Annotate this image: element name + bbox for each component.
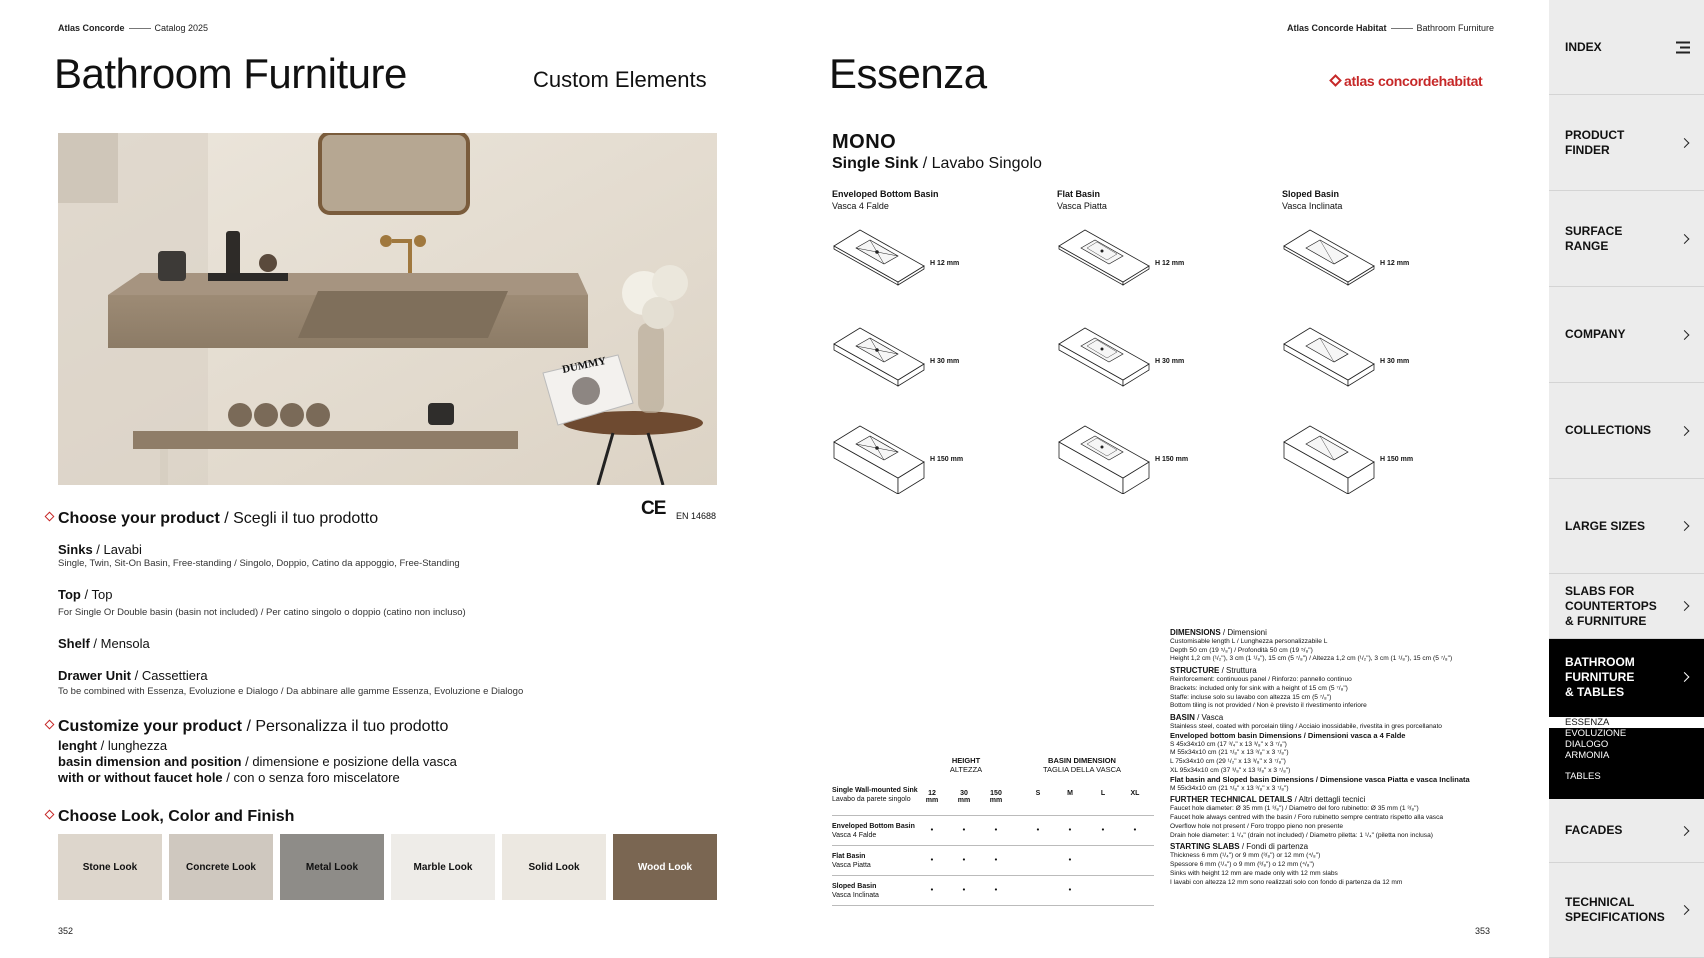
magazine-text: DUMMY <box>561 354 608 376</box>
product-name: MONO <box>832 131 897 153</box>
column-header: 150 mm <box>989 790 1003 804</box>
tech-spec-heading: STARTING SLABS / Fondi di partenza <box>1170 842 1309 852</box>
tech-spec-line: Enveloped bottom basin Dimensions / Dimensioni vasca a 4 Falde <box>1170 730 1406 740</box>
basin-column-enveloped: Enveloped Bottom Basin Vasca 4 Falde <box>832 189 939 211</box>
sidebar-item-large-sizes[interactable] <box>1549 479 1704 574</box>
drain-hole <box>1101 348 1104 351</box>
table-cell-dot: • <box>994 855 998 864</box>
diamond-bullet-icon <box>45 720 55 730</box>
sidebar-item-label: SLABS FOR COUNTERTOPS & FURNITURE <box>1565 583 1657 628</box>
table-cell-dot: • <box>1133 825 1137 834</box>
sidebar-item-bathroom-furniture-tables[interactable] <box>1549 639 1704 715</box>
chevron-right-icon <box>1680 138 1690 148</box>
table-cell-dot: • <box>1068 885 1072 894</box>
swatch-wood-look[interactable]: Wood Look <box>613 834 717 900</box>
tech-spec-line: Faucet hole diameter: Ø 35 mm (1 ³/₈") / Diametro del foro rubinetto: Ø 35 mm (1 ³/₈") <box>1170 805 1419 813</box>
tech-spec-line: M 55x34x10 cm (21 ⁵/₈" x 13 ³/₈" x 3 ⁷/₈") <box>1170 749 1289 757</box>
basin-column-sloped: Sloped Basin Vasca Inclinata <box>1282 189 1343 211</box>
left-page <box>0 0 774 958</box>
sink-drawing <box>1057 424 1247 494</box>
ce-mark: CE <box>641 498 666 519</box>
height-label: H 30 mm <box>1380 358 1410 365</box>
running-section: Catalog 2025 <box>154 23 209 33</box>
swatch-marble-look[interactable]: Marble Look <box>391 834 495 900</box>
tech-spec-line: Height 1,2 cm (¹/₂"), 3 cm (1 ¹/₈"), 15 cm (5 ⁷/₈") / Altezza 1,2 cm (¹/₂"), 3 cm (1 ¹/₈"), 15 cm (5 ⁷/₈") <box>1170 655 1453 663</box>
chevron-right-icon <box>1680 826 1690 836</box>
height-label: H 150 mm <box>930 456 964 463</box>
sidebar-item-slabs-for-countertops-furniture[interactable] <box>1549 574 1704 639</box>
swatch-stone-look[interactable]: Stone Look <box>58 834 162 900</box>
basin-column-flat: Flat Basin Vasca Piatta <box>1057 189 1107 211</box>
tech-spec-line: Thickness 6 mm (¹/₄") or 9 mm (³/₈") or 12 mm (⁴/₈") <box>1170 852 1321 860</box>
sink-outline-icon <box>832 228 927 298</box>
tech-spec-heading: DIMENSIONS / Dimensioni <box>1170 628 1267 637</box>
customize-line-faucet: with or without faucet hole / con o senza foro miscelatore <box>58 770 400 785</box>
tech-spec-heading: FURTHER TECHNICAL DETAILS / Altri dettagli tecnici <box>1170 795 1366 805</box>
tech-spec-line: M 55x34x10 cm (21 ⁵/₈" x 13 ³/₈" x 3 ⁷/₈") <box>1170 784 1289 792</box>
page-title: Bathroom Furniture <box>54 50 407 97</box>
table-cell-dot: • <box>1068 855 1072 864</box>
tech-spec-line: Reinforcement: continuous panel / Rinforzo: pannello continuo <box>1170 675 1352 683</box>
column-header: L <box>1100 790 1106 797</box>
running-header-right <box>1287 23 1494 33</box>
tech-spec-line: Bottom tiling is not provided / Non è previsto il rivestimento inferiore <box>1170 702 1367 710</box>
submenu-item-dialogo[interactable]: DIALOGO <box>1565 739 1609 750</box>
table-cell-dot: • <box>1068 825 1072 834</box>
table-cell-dot: • <box>930 825 934 834</box>
swatch-solid-look[interactable]: Solid Look <box>502 834 606 900</box>
item-description: Single, Twin, Sit-On Basin, Free-standing / Singolo, Doppio, Catino da appoggio, Free-Standing <box>58 558 460 569</box>
tech-spec-line: Flat basin and Sloped basin Dimensions / Dimensione vasca Piatta e vasca Inclinata <box>1170 774 1470 784</box>
page-number-right: 353 <box>1475 926 1491 936</box>
sink-drawing <box>1282 326 1472 396</box>
sidebar-item-label: SURFACE RANGE <box>1565 223 1623 253</box>
height-label: H 30 mm <box>1155 358 1185 365</box>
diamond-bullet-icon <box>45 810 55 820</box>
column-header: 30 mm <box>957 790 971 804</box>
sink-drawing <box>832 228 1022 298</box>
sidebar-nav <box>1549 0 1704 958</box>
sink-drawing <box>832 424 1022 494</box>
row-label: Single Wall-mounted Sink Lavabo da parete singolo <box>832 787 918 803</box>
sidebar-item-facades[interactable] <box>1549 799 1704 863</box>
height-label: H 12 mm <box>1380 260 1410 267</box>
sidebar-item-collections[interactable] <box>1549 383 1704 479</box>
item-description: For Single Or Double basin (basin not included) / Per catino singolo o doppio (catino non incluso) <box>58 607 466 618</box>
height-label: H 30 mm <box>930 358 960 365</box>
column-header: M <box>1067 790 1073 797</box>
chevron-right-icon <box>1680 672 1690 682</box>
page-subtitle: Custom Elements <box>533 67 707 92</box>
sidebar-item-label: COMPANY <box>1565 327 1626 341</box>
look-heading: Choose Look, Color and Finish <box>46 808 294 826</box>
sink-drawing <box>1057 326 1247 396</box>
chevron-right-icon <box>1680 426 1690 436</box>
drain-hole <box>875 250 879 254</box>
tech-spec-line: Customisable length L / Lunghezza personalizzabile L <box>1170 637 1328 645</box>
product-item-drawer-unit: Drawer Unit / Cassettiera To be combined with Essenza, Evoluzione e Dialogo / Da abbinare alle gamme Essenza, Evoluzione e Dialogo <box>58 668 524 697</box>
hero-photo <box>58 133 717 485</box>
sink-outline-icon <box>1282 228 1377 298</box>
sink-outline-icon <box>1057 424 1152 494</box>
tech-spec-line: I lavabi con altezza 12 mm sono realizzati solo con fondo di partenza da 12 mm <box>1170 878 1403 886</box>
height-label: H 12 mm <box>930 260 960 267</box>
customize-heading: Customize your product / Personalizza il tuo prodotto <box>46 718 448 736</box>
chevron-right-icon <box>1680 330 1690 340</box>
table-cell-dot: • <box>994 825 998 834</box>
height-header: HEIGHT ALTEZZA <box>949 756 983 774</box>
tech-spec-line: Spessore 6 mm (¹/₄") o 9 mm (³/₈") o 12 mm (⁴/₈") <box>1170 860 1315 868</box>
tech-spec-line: S 45x34x10 cm (17 ³/₄" x 13 ³/₈" x 3 ⁷/₈") <box>1170 740 1287 748</box>
sidebar-item-product-finder[interactable] <box>1549 95 1704 191</box>
column-header: XL <box>1130 790 1140 797</box>
submenu-item-tables[interactable]: TABLES <box>1565 771 1601 782</box>
tech-spec-line: Overflow hole not present / Foro troppo pieno non presente <box>1170 822 1344 830</box>
choose-product-heading: Choose your product / Scegli il tuo prodotto <box>46 510 378 528</box>
table-cell-dot: • <box>962 825 966 834</box>
drain-hole <box>1101 250 1104 253</box>
chevron-right-icon <box>1680 601 1690 611</box>
item-description: To be combined with Essenza, Evoluzione e Dialogo / Da abbinare alle gamme Essenza, Evoluzione e Dialogo <box>58 686 524 697</box>
product-subtitle: Single Sink / Lavabo Singolo <box>832 155 1042 172</box>
submenu-item-essenza[interactable]: ESSENZA <box>1549 717 1704 728</box>
menu-icon[interactable] <box>1676 42 1690 53</box>
sidebar-item-index[interactable] <box>1549 0 1704 95</box>
running-header <box>58 23 208 33</box>
submenu-item-armonia[interactable]: ARMONIA <box>1565 750 1610 761</box>
technical-specs <box>1170 626 1530 887</box>
chevron-right-icon <box>1680 521 1690 531</box>
tech-spec-line: L 75x34x10 cm (29 ¹/₂" x 13 ³/₈" x 3 ⁷/₈") <box>1170 758 1286 766</box>
height-label: H 150 mm <box>1380 456 1414 463</box>
sidebar-item-label: FACADES <box>1565 823 1623 837</box>
tech-spec-line: Sinks with height 12 mm are made only with 12 mm slabs <box>1170 869 1338 877</box>
table-cell-dot: • <box>930 885 934 894</box>
tech-spec-heading: BASIN / Vasca <box>1170 713 1224 723</box>
sidebar-item-label: INDEX <box>1565 39 1602 54</box>
sidebar-submenu <box>1549 715 1704 799</box>
product-item-shelf: Shelf / Mensola <box>58 636 150 651</box>
chevron-right-icon <box>1680 905 1690 915</box>
sidebar-item-company[interactable] <box>1549 287 1704 383</box>
tech-spec-line: Drain hole diameter: 1 ¹/₄" (drain not included) / Diametro piletta: 1 ¹/₄" (piletta non inclusa) <box>1170 831 1433 839</box>
page-number: 352 <box>58 926 74 936</box>
logo-diamond-icon <box>1329 74 1342 87</box>
column-header: S <box>1035 790 1041 797</box>
sink-outline-icon <box>832 326 927 396</box>
tech-spec-line: XL 95x34x10 cm (37 ³/₈" x 13 ³/₈" x 3 ⁷/₈") <box>1170 766 1291 774</box>
product-item-top: Top / Top For Single Or Double basin (basin not included) / Per catino singolo o doppio (catino non incluso) <box>58 587 466 618</box>
brand-logo: atlas concordehabitat <box>1331 73 1482 89</box>
sidebar-item-surface-range[interactable] <box>1549 191 1704 287</box>
sink-drawing <box>1057 228 1247 298</box>
tech-spec-line: Brackets: included only for sink with a height of 15 cm (5 ⁷/₈") <box>1170 684 1348 692</box>
table-cell-dot: • <box>962 855 966 864</box>
table-cell-dot: • <box>1101 825 1105 834</box>
table-cell-dot: • <box>994 885 998 894</box>
running-section: Bathroom Furniture <box>1416 23 1495 33</box>
sink-drawing <box>1282 228 1472 298</box>
table-cell-dot: • <box>1036 825 1040 834</box>
sidebar-item-technical-specifications[interactable] <box>1549 863 1704 958</box>
swatch-concrete-look[interactable]: Concrete Look <box>169 834 273 900</box>
diamond-bullet-icon <box>45 512 55 522</box>
height-label: H 150 mm <box>1155 456 1189 463</box>
drain-hole <box>1101 446 1104 449</box>
sink-drawing <box>832 326 1022 396</box>
table-cell-dot: • <box>962 885 966 894</box>
sink-outline-icon <box>1282 326 1377 396</box>
sidebar-item-label: TECHNICAL SPECIFICATIONS <box>1565 895 1665 924</box>
customize-line-basin: basin dimension and position / dimensione e posizione della vasca <box>58 754 457 769</box>
sidebar-item-label: LARGE SIZES <box>1565 518 1646 533</box>
sidebar-item-label: COLLECTIONS <box>1565 423 1651 437</box>
tech-spec-line: Stainless steel, coated with porcelain tiling / Acciaio inossidabile, rivestita in gres porcellanato <box>1170 722 1442 730</box>
submenu-item-evoluzione[interactable]: EVOLUZIONE <box>1565 728 1627 739</box>
row-label: Enveloped Bottom Basin Vasca 4 Falde <box>832 823 915 839</box>
sidebar-item-label: PRODUCT FINDER <box>1565 127 1625 157</box>
tech-spec-line: Staffe: incluse solo su lavabo con altezza 15 cm (5 ⁷/₈") <box>1170 693 1332 701</box>
height-label: H 12 mm <box>1155 260 1185 267</box>
table-cell-dot: • <box>930 855 934 864</box>
chevron-right-icon <box>1680 234 1690 244</box>
sink-outline-icon <box>1282 424 1377 494</box>
ce-norm: EN 14688 <box>676 511 717 521</box>
sidebar-item-label: BATHROOM FURNITURE & TABLES <box>1565 654 1635 699</box>
running-brand: Atlas Concorde Habitat <box>1287 23 1387 33</box>
sink-outline-icon <box>1057 228 1152 298</box>
sink-outline-icon <box>832 424 927 494</box>
tech-spec-line: Depth 50 cm (19 ⁵/₈") / Profondità 50 cm (19 ⁵/₈") <box>1170 646 1313 654</box>
running-brand: Atlas Concorde <box>58 23 125 33</box>
tech-spec-line: Faucet hole always centred with the basin / Foro rubinetto sempre centrato rispetto alla vasca <box>1170 813 1444 821</box>
sink-drawing <box>1282 424 1472 494</box>
sink-outline-icon <box>1057 326 1152 396</box>
basin-dimension-header: BASIN DIMENSION TAGLIA DELLA VASCA <box>1042 756 1122 774</box>
row-label: Flat Basin Vasca Piatta <box>832 853 871 869</box>
column-header: 12 mm <box>925 790 939 804</box>
drain-hole <box>875 446 879 450</box>
customize-line-length: lenght / lunghezza <box>58 738 168 753</box>
tech-spec-heading: STRUCTURE / Struttura <box>1170 666 1257 676</box>
collection-title: Essenza <box>829 50 987 97</box>
drain-hole <box>875 348 879 352</box>
swatch-metal-look[interactable]: Metal Look <box>280 834 384 900</box>
product-item-sinks: Sinks / Lavabi Single, Twin, Sit-On Basin, Free-standing / Singolo, Doppio, Catino da appoggio, Free-Standing <box>58 542 460 569</box>
row-label: Sloped Basin Vasca Inclinata <box>832 883 879 899</box>
